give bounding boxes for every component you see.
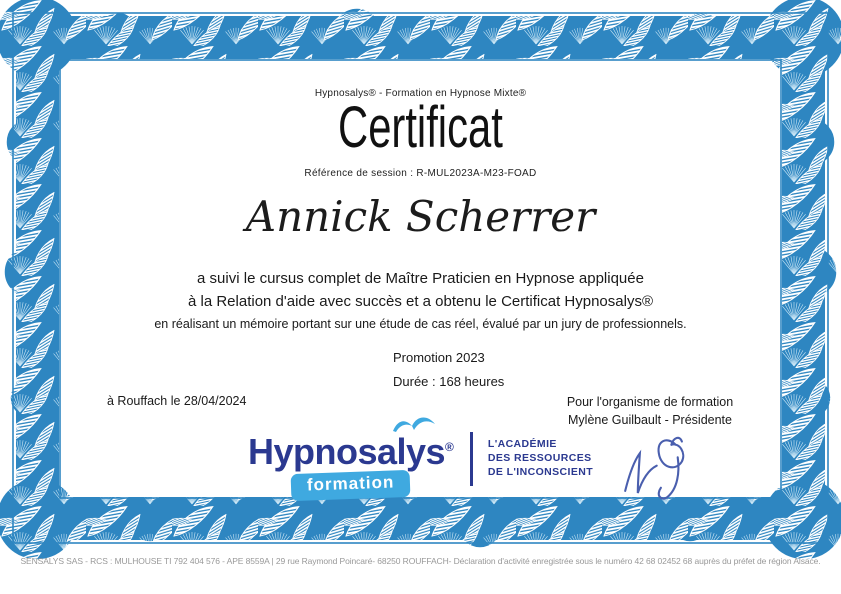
promotion-block bbox=[393, 350, 504, 398]
logo-divider bbox=[470, 432, 473, 486]
recipient-name: Annick Scherrer bbox=[245, 192, 596, 241]
body-line-3: en réalisant un mémoire portant sur une étude de cas réel, évalué par un jury de professionnels. bbox=[154, 317, 687, 331]
legal-footer: SENSALYS SAS - RCS : MULHOUSE TI 792 404 576 - APE 8559A | 29 rue Raymond Poincaré- 68250 ROUFFACH- Déclaration d'activité enregistrée sous le numéro 42 68 02452 68 auprès du préfet de région Alsace. bbox=[20, 556, 821, 566]
formation-badge: formation bbox=[291, 470, 411, 501]
hypnosalys-logo bbox=[248, 428, 453, 499]
signatory-block bbox=[538, 393, 762, 429]
certificate-title-text: Certificat bbox=[338, 95, 503, 160]
dove-icon bbox=[391, 413, 437, 440]
signatory-name: Mylène Guilbault - Présidente bbox=[568, 413, 732, 427]
signatory-role: Pour l'organisme de formation bbox=[566, 395, 734, 409]
promotion-year: Promotion 2023 bbox=[393, 350, 485, 365]
certificate-title bbox=[0, 96, 841, 160]
signature-monogram bbox=[608, 430, 718, 519]
body-line-1: a suivi le cursus complet de Maître Praticien en Hypnose appliquée bbox=[197, 270, 644, 287]
session-reference: Référence de session : R-MUL2023A-M23-FOAD bbox=[304, 168, 537, 179]
place-date: à Rouffach le 28/04/2024 bbox=[107, 394, 247, 408]
registered-mark: ® bbox=[445, 440, 454, 454]
tagline-line-2: DES RESSOURCES bbox=[487, 452, 592, 464]
program-header: Hypnosalys® - Formation en Hypnose Mixte® bbox=[314, 88, 527, 99]
tagline-line-1: L'ACADÉMIE bbox=[487, 438, 557, 450]
brand-name: Hypnosalys bbox=[247, 431, 446, 472]
body-line-2: à la Relation d'aide avec succès et a obtenu le Certificat Hypnosalys® bbox=[188, 293, 653, 310]
tagline-line-3: DE L'INCONSCIENT bbox=[487, 466, 594, 478]
academy-tagline bbox=[488, 437, 593, 479]
course-duration: Durée : 168 heures bbox=[393, 374, 505, 389]
